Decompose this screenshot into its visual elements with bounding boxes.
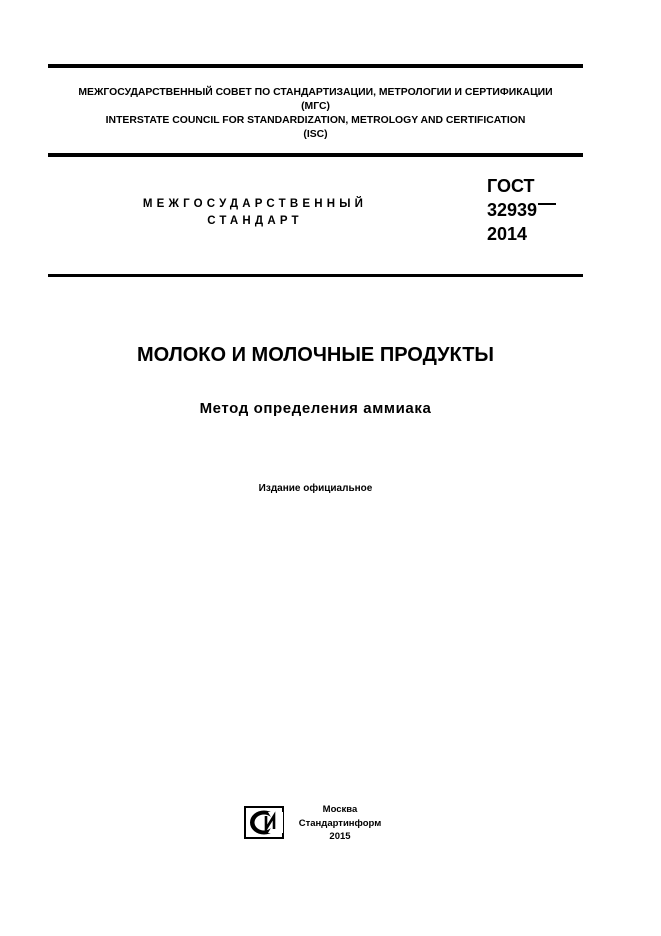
publisher-city: Москва [322,804,358,815]
standard-type-line2: СТАНДАРТ [207,215,303,227]
gost-designation [487,174,556,246]
gost-number-row [487,198,556,222]
gost-number: 32939 [487,200,538,220]
top-divider [48,64,583,68]
council-header [48,86,583,142]
document-subtitle: Метод определения аммиака [199,400,432,417]
council-name-en: INTERSTATE COUNCIL FOR STANDARDIZATION, METROLOGY AND CERTIFICATION [105,115,526,126]
standard-type-line1: МЕЖГОСУДАРСТВЕННЫЙ [142,198,368,210]
publisher-block [292,803,388,844]
council-abbr-ru: (МГС) [301,101,330,112]
document-title: МОЛОКО И МОЛОЧНЫЕ ПРОДУКТЫ [136,344,495,366]
standartinform-logo-icon [244,806,284,839]
gost-dash [538,203,556,205]
bottom-divider [48,274,583,277]
council-name-ru: МЕЖГОСУДАРСТВЕННЫЙ СОВЕТ ПО СТАНДАРТИЗАЦИИ, МЕТРОЛОГИИ И СЕРТИФИКАЦИИ [78,87,553,98]
standard-type [120,196,390,230]
gost-year: 2014 [487,224,528,244]
publication-year: 2015 [329,831,351,842]
gost-label: ГОСТ [487,176,535,196]
edition-note: Издание официальное [258,483,373,494]
publisher-name: Стандартинформ [298,817,382,829]
council-abbr-en: (ISC) [303,129,328,140]
middle-divider [48,153,583,157]
